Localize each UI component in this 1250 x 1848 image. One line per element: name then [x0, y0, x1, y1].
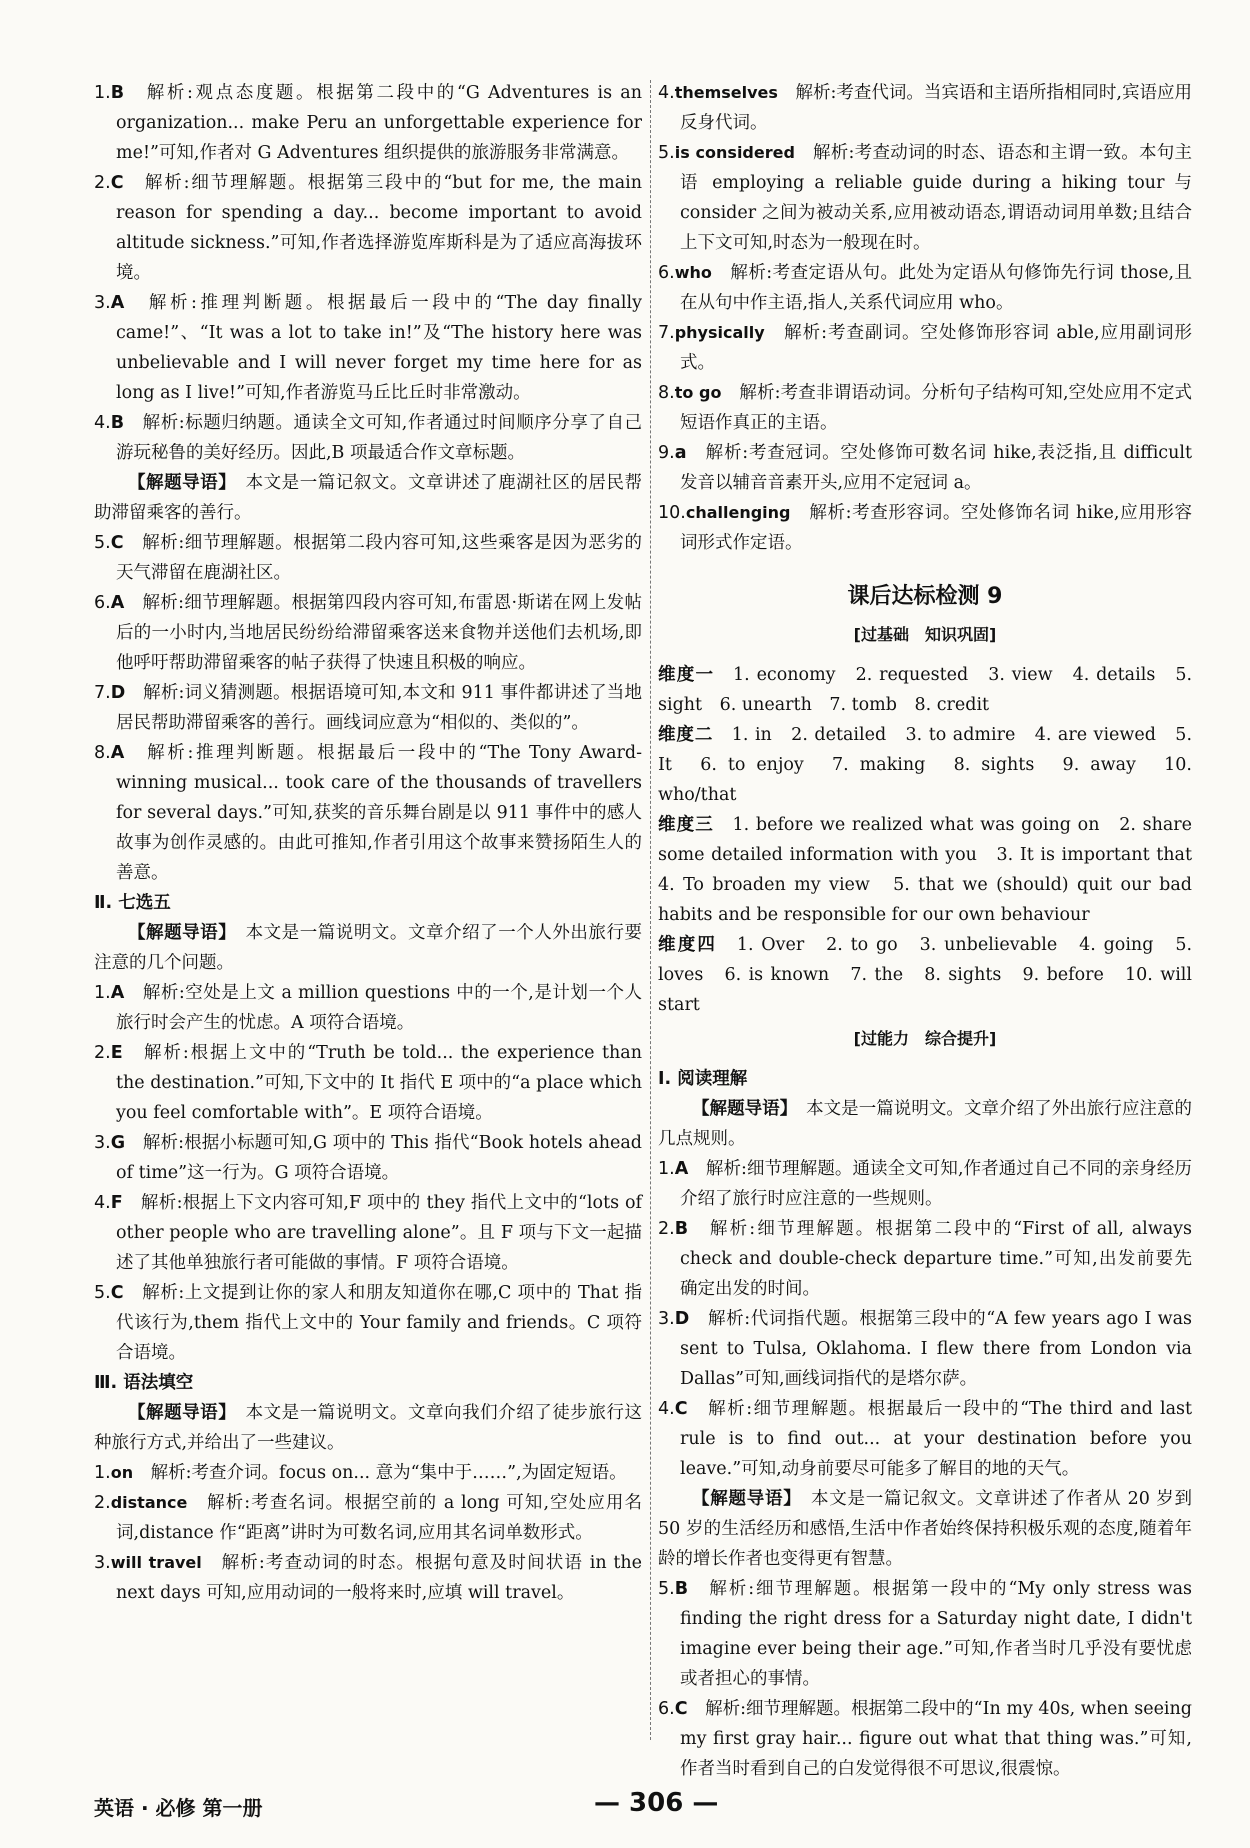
- dimension-label: 维度一: [658, 665, 715, 685]
- answer-number: 7.: [658, 323, 675, 343]
- answer-item: [94, 1188, 642, 1278]
- answer-explanation: 解析:考查名词。根据空前的 a long 可知,空处应用名词,distance 作“距离”讲时为可数名词,应用其名词单数形式。: [116, 1493, 643, 1543]
- answer-number: 1.: [94, 1463, 111, 1483]
- answer-item: [94, 1458, 642, 1488]
- answer-explanation: 解析:代词指代题。根据第三段中的“A few years ago I was sent to Tulsa, Oklahoma. I flew there from London via Dallas”可知,画线词指代的是塔尔萨。: [680, 1309, 1193, 1389]
- answer-explanation: 解析:空处是上文 a million questions 中的一个,是计划一个人旅行时会产生的忧虑。A 项符合语境。: [116, 983, 642, 1033]
- answer-number: 3.: [94, 1133, 111, 1153]
- answer-key: A: [110, 743, 125, 763]
- answer-explanation: 解析:上文提到让你的家人和朋友知道你在哪,C 项中的 That 指代该行为,them 指代上文中的 Your family and friends。C 项符合语境。: [116, 1283, 642, 1363]
- answer-item: [94, 738, 642, 888]
- answer-explanation: 解析:观点态度题。根据第二段中的“G Adventures is an organization... make Peru an unforgettable experience for me!”可知,作者对 G Adventures 组织提供的旅游服务非常满意。: [116, 83, 642, 163]
- guide-note: 【解题导语】 本文是一篇记叙文。文章讲述了鹿湖社区的居民帮助滞留乘客的善行。: [94, 473, 643, 523]
- right-answers-1: [658, 78, 1192, 558]
- dimension-answers: 1. economy 2. requested 3. view 4. details 5. sight 6. unearth 7. tomb 8. credit: [658, 665, 1193, 715]
- answer-number: 5.: [94, 533, 111, 553]
- dimension-list: [658, 660, 1210, 1020]
- dimension-row: [658, 810, 1210, 930]
- answer-number: 2.: [94, 1043, 111, 1063]
- answer-item: [94, 1128, 642, 1188]
- answer-key: who: [674, 263, 712, 282]
- answer-number: 5.: [94, 1283, 111, 1303]
- answer-key: C: [110, 533, 124, 553]
- answer-number: 3.: [94, 293, 111, 313]
- answer-number: 4.: [658, 83, 675, 103]
- answer-number: 5.: [658, 143, 675, 163]
- answer-explanation: 解析:考查定语从句。此处为定语从句修饰先行词 those,且在从句中作主语,指人,关系代词应用 who。: [680, 263, 1193, 313]
- answer-key: challenging: [685, 503, 791, 522]
- left-answers-4: [94, 1458, 642, 1608]
- answer-explanation: 解析:细节理解题。根据最后一段中的“The third and last rule is to find out... at your destination before you leave.”可知,动身前要尽可能多了解目的地的天气。: [680, 1399, 1193, 1479]
- answer-number: 9.: [658, 443, 675, 463]
- answer-explanation: 解析:细节理解题。根据第四段内容可知,布雷恩·斯诺在网上发帖后的一小时内,当地居民纷纷给滞留乘客送来食物并送他们去机场,即他呼吁帮助滞留乘客的帖子获得了快速且积极的响应。: [116, 593, 642, 673]
- answer-key: to go: [674, 383, 722, 402]
- answer-item: [658, 1694, 1192, 1784]
- guide-note: 【解题导语】 本文是一篇说明文。文章介绍了外出旅行应注意的几点规则。: [658, 1099, 1193, 1149]
- answer-key: C: [110, 173, 124, 193]
- answer-explanation: 解析:标题归纳题。通读全文可知,作者通过时间顺序分享了自己游玩秘鲁的美好经历。因此,B 项最适合作文章标题。: [116, 413, 642, 463]
- answer-explanation: 解析:细节理解题。通读全文可知,作者通过自己不同的亲身经历介绍了旅行时应注意的一些规则。: [680, 1159, 1192, 1209]
- left-answers-1: [94, 78, 642, 468]
- answer-explanation: 解析:考查代词。当宾语和主语所指相同时,宾语应用反身代词。: [680, 83, 1192, 133]
- answer-key: B: [110, 83, 125, 103]
- answer-key: F: [110, 1193, 123, 1213]
- answer-explanation: 解析:词义猜测题。根据语境可知,本文和 911 事件都讲述了当地居民帮助滞留乘客的善行。画线词应意为“相似的、类似的”。: [116, 683, 642, 733]
- answer-item: [658, 138, 1192, 258]
- answer-number: 3.: [658, 1309, 675, 1329]
- answer-explanation: 解析:考查非谓语动词。分析句子结构可知,空处应用不定式短语作真正的主语。: [680, 383, 1193, 433]
- answer-explanation: 解析:考查介词。focus on... 意为“集中于……”,为固定短语。: [150, 1463, 627, 1483]
- answer-number: 8.: [94, 743, 111, 763]
- answer-key: will travel: [110, 1553, 202, 1572]
- answer-number: 8.: [658, 383, 675, 403]
- answer-number: 4.: [658, 1399, 675, 1419]
- answer-key: B: [674, 1219, 689, 1239]
- right-answers-3: [658, 1574, 1192, 1784]
- answer-key: A: [110, 593, 125, 613]
- answer-key: A: [110, 983, 125, 1003]
- answer-explanation: 解析:考查形容词。空处修饰名词 hike,应用形容词形式作定语。: [680, 503, 1193, 553]
- page-number: — 306 —: [594, 1788, 719, 1818]
- answer-item: [658, 378, 1192, 438]
- answer-number: 4.: [94, 1193, 111, 1213]
- column-divider: [650, 80, 651, 1740]
- answer-item: [94, 288, 642, 408]
- answer-item: [658, 438, 1192, 498]
- section-heading: Ⅱ. 七选五: [94, 893, 171, 913]
- answer-number: 10.: [658, 503, 686, 523]
- answer-number: 6.: [658, 1699, 675, 1719]
- answer-key: a: [674, 443, 687, 463]
- section-heading: Ⅲ. 语法填空: [94, 1373, 194, 1393]
- answer-key: on: [110, 1463, 134, 1482]
- answer-number: 3.: [94, 1553, 111, 1573]
- guide-note: 【解题导语】 本文是一篇说明文。文章向我们介绍了徒步旅行这种旅行方式,并给出了一些建议。: [94, 1403, 643, 1453]
- answer-number: 7.: [94, 683, 111, 703]
- dimension-answers: 1. in 2. detailed 3. to admire 4. are viewed 5. It 6. to enjoy 7. making 8. sights 9. away 10. who/that: [658, 725, 1193, 805]
- answer-item: [658, 1574, 1192, 1694]
- answer-item: [658, 498, 1192, 558]
- dimension-answers: 1. Over 2. to go 3. unbelievable 4. going 5. loves 6. is known 7. the 8. sights 9. before 10. will start: [658, 935, 1193, 1015]
- dimension-label: 维度四: [658, 935, 718, 955]
- dimension-answers: 1. before we realized what was going on 2. share some detailed information with you 3. It is important that 4. To broaden my view 5. that we (should) quit our bad habits and be responsible for our own behaviour: [658, 815, 1210, 925]
- answer-item: [94, 678, 642, 738]
- answer-key: themselves: [674, 83, 778, 102]
- answer-explanation: 解析:细节理解题。根据第二段内容可知,这些乘客是因为恶劣的天气滞留在鹿湖社区。: [116, 533, 642, 583]
- left-column: [94, 78, 642, 1608]
- answer-key: B: [674, 1579, 689, 1599]
- answer-number: 2.: [94, 1493, 111, 1513]
- book-label: 英语 · 必修 第一册: [94, 1796, 263, 1820]
- answer-item: [94, 528, 642, 588]
- answer-key: B: [110, 413, 125, 433]
- guide-note: 【解题导语】 本文是一篇说明文。文章介绍了一个人外出旅行要注意的几个问题。: [94, 923, 643, 973]
- answer-explanation: 解析:根据上下文内容可知,F 项中的 they 指代上文中的“lots of other people who are travelling alone”。且 F 项与下文一起描述了其他单独旅行者可能做的事情。F 项符合语境。: [116, 1193, 642, 1273]
- answer-explanation: 解析:考查副词。空处修饰形容词 able,应用副词形式。: [680, 323, 1193, 373]
- answer-number: 2.: [658, 1219, 675, 1239]
- answer-key: C: [674, 1699, 688, 1719]
- answer-item: [94, 408, 642, 468]
- answer-number: 5.: [658, 1579, 675, 1599]
- answer-number: 1.: [94, 983, 111, 1003]
- dimension-row: [658, 720, 1192, 810]
- answer-item: [658, 1304, 1192, 1394]
- answer-key: D: [110, 683, 126, 703]
- answer-explanation: 解析:根据小标题可知,G 项中的 This 指代“Book hotels ahead of time”这一行为。G 项符合语境。: [116, 1133, 642, 1183]
- answer-explanation: 解析:考查动词的时态。根据句意及时间状语 in the next days 可知,应用动词的一般将来时,应填 will travel。: [116, 1553, 642, 1603]
- page-footer: [94, 1790, 1194, 1830]
- answer-explanation: 解析:推理判断题。根据最后一段中的“The Tony Award-winning musical... took care of the thousands of travellers for several days.”可知,获奖的音乐舞台剧是以 911 事件中的感人故事为创作灵感的。由此可推知,作者引用这个故事来赞扬陌生人的善意。: [116, 743, 642, 883]
- answer-item: [94, 1488, 642, 1548]
- answer-explanation: 解析:细节理解题。根据第一段中的“My only stress was finding the right dress for a Saturday night date, I didn't imagine ever being their age.”可知,作者当时几乎没有要忧虑或者担心的事情。: [680, 1579, 1193, 1689]
- answer-item: [658, 78, 1192, 138]
- answer-item: [94, 1278, 642, 1368]
- answer-explanation: 解析:推理判断题。根据最后一段中的“The day finally came!”、“It was a lot to take in!”及“The history here was unbelievable and I will never forget my time here for as long as I live!”可知,作者游览马丘比丘时非常激动。: [116, 293, 643, 403]
- answer-explanation: 解析:细节理解题。根据第二段中的“In my 40s, when seeing my first gray hair... figure out what that thing was.”可知,作者当时看到自己的白发觉得很不可思议,很震惊。: [680, 1699, 1193, 1779]
- left-answers-3: [94, 978, 642, 1368]
- answer-key: C: [674, 1399, 688, 1419]
- answer-explanation: 解析:根据上文中的“Truth be told... the experience than the destination.”可知,下文中的 It 指代 E 项中的“a place which you feel comfortable with”。E 项符合语境。: [116, 1043, 642, 1123]
- answer-key: is considered: [674, 143, 795, 162]
- section-title: 课后达标检测 9: [847, 584, 1003, 609]
- guide-note: 【解题导语】 本文是一篇记叙文。文章讲述了作者从 20 岁到 50 岁的生活经历和感悟,生活中作者始终保持积极乐观的态度,随着年龄的增长作者也变得更有智慧。: [658, 1489, 1193, 1569]
- answer-key: distance: [110, 1493, 188, 1512]
- answer-explanation: 解析:考查冠词。空处修饰可数名词 hike,表泛指,且 difficult 发音以辅音音素开头,应用不定冠词 a。: [680, 443, 1193, 493]
- subsection-title: [过能力 综合提升]: [853, 1029, 997, 1048]
- dimension-label: 维度二: [658, 725, 714, 745]
- answer-explanation: 解析:考查动词的时态、语态和主谓一致。本句主语 employing a reliable guide during a hiking tour 与 consider 之间为被动关系,应用被动语态,谓语动词用单数;且结合上下文可知,时态为一般现在时。: [680, 143, 1193, 253]
- answer-number: 1.: [94, 83, 111, 103]
- dimension-row: [658, 930, 1192, 1020]
- answer-item: [94, 588, 642, 678]
- dimension-row: [658, 660, 1192, 720]
- right-answers-2: [658, 1154, 1192, 1484]
- answer-item: [658, 258, 1192, 318]
- answer-key: physically: [674, 323, 765, 342]
- answer-item: [94, 1548, 642, 1608]
- answer-item: [658, 1394, 1192, 1484]
- answer-item: [94, 78, 642, 168]
- subsection-title: [过基础 知识巩固]: [853, 625, 997, 644]
- answer-item: [94, 1038, 642, 1128]
- answer-number: 1.: [658, 1159, 675, 1179]
- answer-number: 2.: [94, 173, 111, 193]
- left-answers-2: [94, 528, 642, 888]
- dimension-label: 维度三: [658, 815, 714, 835]
- answer-item: [658, 1154, 1192, 1214]
- answer-number: 6.: [658, 263, 675, 283]
- answer-item: [658, 1214, 1192, 1304]
- answer-number: 6.: [94, 593, 111, 613]
- right-column: [658, 78, 1210, 1784]
- answer-item: [658, 318, 1192, 378]
- answer-key: D: [674, 1309, 690, 1329]
- answer-explanation: 解析:细节理解题。根据第二段中的“First of all, always check and double-check departure time.”可知,出发前要先确定出发的时间。: [680, 1219, 1193, 1299]
- answer-key: E: [110, 1043, 123, 1063]
- section-heading: Ⅰ. 阅读理解: [658, 1069, 748, 1089]
- answer-key: C: [110, 1283, 124, 1303]
- answer-key: G: [110, 1133, 126, 1153]
- answer-key: A: [110, 293, 125, 313]
- answer-explanation: 解析:细节理解题。根据第三段中的“but for me, the main reason for spending a day... become important to avoid altitude sickness.”可知,作者选择游览库斯科是为了适应高海拔环境。: [116, 173, 642, 283]
- answer-number: 4.: [94, 413, 111, 433]
- answer-item: [94, 978, 642, 1038]
- answer-key: A: [674, 1159, 689, 1179]
- answer-item: [94, 168, 642, 288]
